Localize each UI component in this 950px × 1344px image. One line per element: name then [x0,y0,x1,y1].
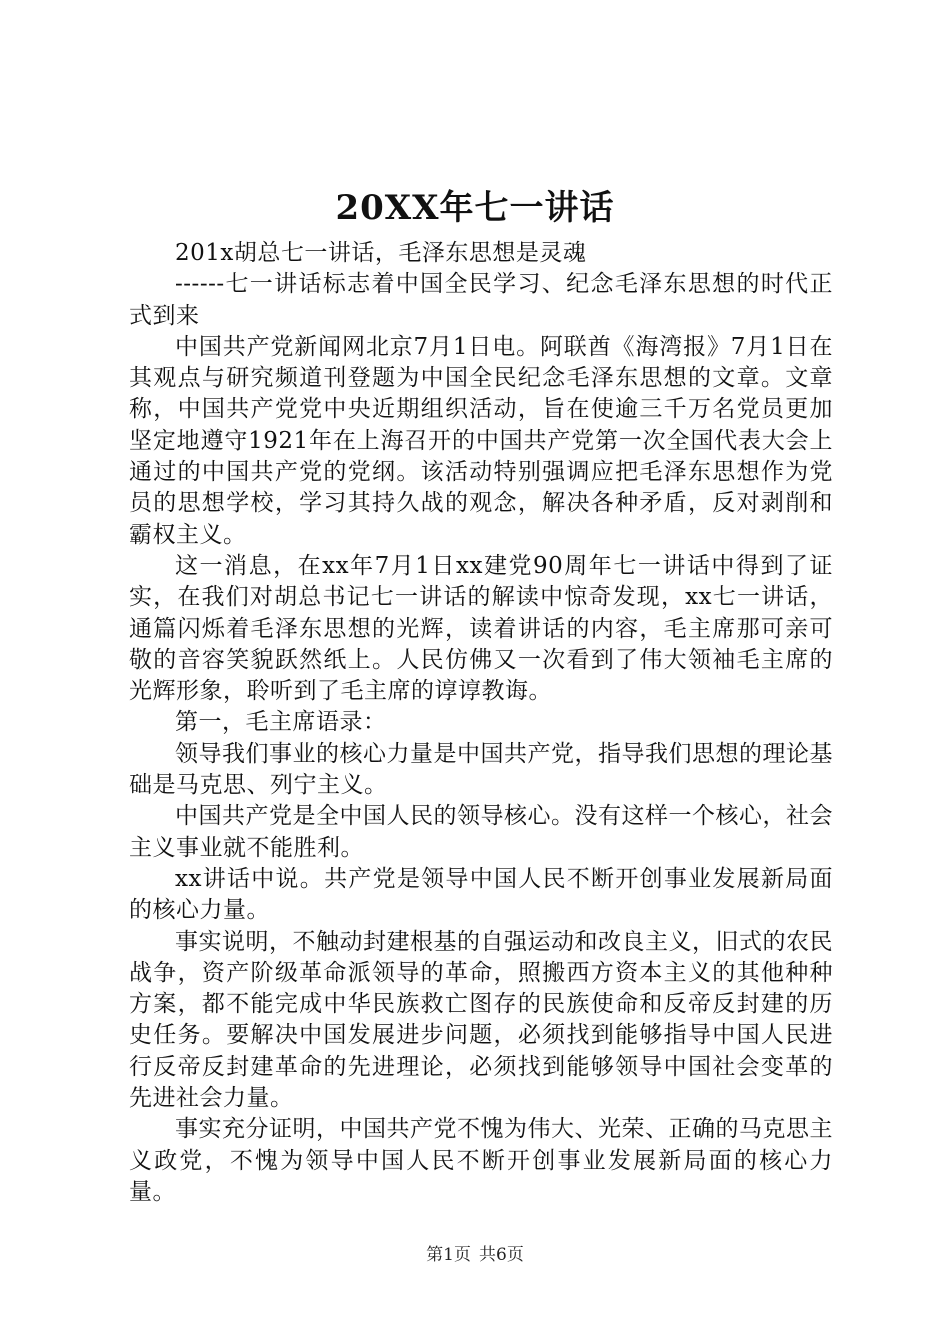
paragraph: 事实充分证明，中国共产党不愧为伟大、光荣、正确的马克思主义政党，不愧为领导中国人民不断开创事业发展新局面的核心力量。 [129,1116,833,1205]
paragraph: 201x胡总七一讲话，毛泽东思想是灵魂 [175,240,587,266]
paragraph: 事实说明，不触动封建根基的自强运动和改良主义，旧式的农民战争，资产阶级革命派领导的革命，照搬西方资本主义的其他种种方案，都不能完成中华民族救亡图存的民族使命和反帝反封建的历史任务。要解决中国发展进步问题，必须找到能够指导中国人民进行反帝反封建革命的先进理论，必须找到能够领导中国社会变革的先进社会力量。 [129,928,833,1112]
page-number: 第1页 [426,1245,471,1265]
paragraph: 领导我们事业的核心力量是中国共产党，指导我们思想的理论基础是马克思、列宁主义。 [129,740,833,799]
document-title: 20XX年七一讲话 [335,188,615,228]
paragraph: 中国共产党是全中国人民的领导核心。没有这样一个核心，社会主义事业就不能胜利。 [129,803,833,861]
page-footer [0,1243,950,1267]
paragraph: ------七一讲话标志着中国全民学习、纪念毛泽东思想的时代正式到来 [129,271,833,329]
paragraph: 这一消息，在xx年7月1日xx建党90周年七一讲话中得到了证实，在我们对胡总书记七一讲话的解读中惊奇发现，xx七一讲话，通篇闪烁着毛泽东思想的光辉，读着讲话的内容，毛主席那可亲可敬的音容笑貌跃然纸上。人民仿佛又一次看到了伟大领袖毛主席的光辉形象，聆听到了毛主席的谆谆教诲。 [129,552,833,705]
paragraph: 第一，毛主席语录： [175,709,387,736]
paragraph: 中国共产党新闻网北京7月1日电。阿联酋《海湾报》7月1日在其观点与研究频道刊登题为中国全民纪念毛泽东思想的文章。文章称，中国共产党党中央近期组织活动，旨在使逾三千万名党员更加坚定地遵守1921年在上海召开的中国共产党第一次全国代表大会上通过的中国共产党的党纲。该活动特别强调应把毛泽东思想作为党员的思想学校，学习其持久战的观念，解决各种矛盾，反对剥削和霸权主义。 [129,333,833,548]
document-body [129,238,833,1208]
paragraph: xx讲话中说。共产党是领导中国人民不断开创事业发展新局面的核心力量。 [129,865,833,924]
page-total: 共6页 [479,1245,524,1265]
